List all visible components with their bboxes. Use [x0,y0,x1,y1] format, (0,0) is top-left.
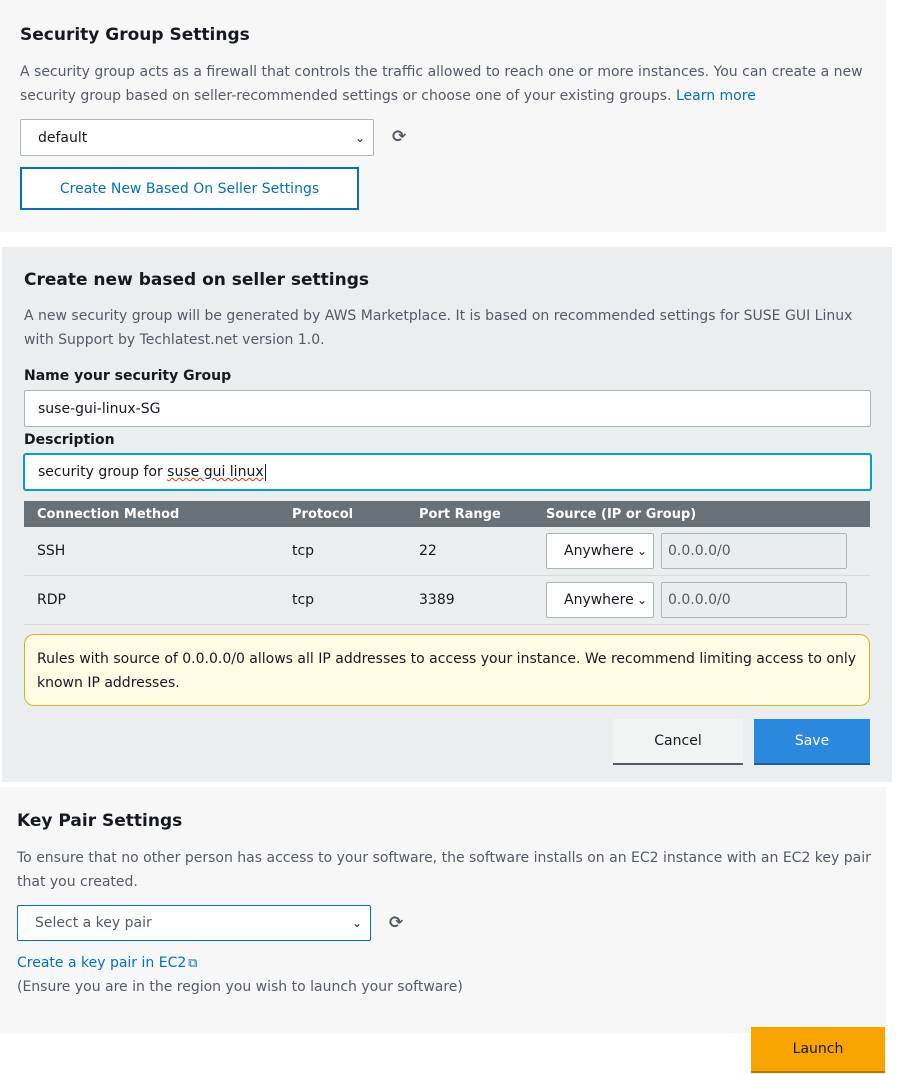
source-select[interactable]: Anywhere ⌄ [546,582,654,618]
save-button[interactable]: Save [754,719,870,765]
key-pair-title: Key Pair Settings [17,811,183,831]
rule-method: RDP [24,576,279,625]
region-note: (Ensure you are in the region you wish to launch your software) [17,979,463,995]
open-access-warning: Rules with source of 0.0.0.0/0 allows all IP addresses to access your instance. We recommend limiting access to only known IP addresses. [24,634,870,706]
col-port-range: Port Range [406,501,533,527]
description-label: Description [24,432,115,448]
cancel-button[interactable]: Cancel [613,719,743,765]
chevron-down-icon: ⌄ [636,593,647,607]
source-select[interactable]: Anywhere ⌄ [546,533,654,569]
table-row [24,576,870,625]
chevron-down-icon: ⌄ [351,916,362,930]
learn-more-link[interactable]: Learn more [675,88,756,104]
security-group-title: Security Group Settings [20,25,250,45]
create-key-pair-link[interactable]: Create a key pair in EC2 ⧉ [17,955,198,971]
key-pair-select[interactable]: Select a key pair ⌄ [17,905,371,941]
cidr-field: 0.0.0.0/0 [661,533,847,569]
create-new-based-on-seller-button[interactable]: Create New Based On Seller Settings [20,167,359,210]
rule-protocol: tcp [279,576,406,625]
rule-protocol: tcp [279,527,406,576]
rule-port: 3389 [406,576,533,625]
refresh-icon[interactable]: ⟳ [389,913,404,933]
create-new-description: A new security group will be generated by AWS Marketplace. It is based on recommended settings for SUSE GUI Linux with Support by Techlatest.net version 1.0. [24,308,853,348]
col-protocol: Protocol [279,501,406,527]
security-group-select[interactable]: default ⌄ [20,119,374,156]
col-connection-method: Connection Method [24,501,279,527]
security-group-description-input[interactable]: security group for suse gui linux [24,454,871,490]
security-group-name-input[interactable]: suse-gui-linux-SG [24,390,871,427]
rule-port: 22 [406,527,533,576]
key-pair-description: To ensure that no other person has access to your software, the software installs on an EC2 instance with an EC2 key pair that you created. [17,850,871,890]
col-source: Source (IP or Group) [533,501,870,527]
security-group-panel [0,0,886,232]
table-row [24,527,870,576]
security-group-description: A security group acts as a firewall that controls the traffic allowed to reach one or more instances. You can create a new security group based on seller-recommended settings or choose one of your existing groups. Learn more [20,64,863,104]
refresh-icon[interactable]: ⟳ [392,127,407,147]
chevron-down-icon: ⌄ [636,544,647,558]
cidr-field: 0.0.0.0/0 [661,582,847,618]
rules-table [24,501,870,625]
table-header [24,501,870,527]
launch-button[interactable]: Launch [751,1027,885,1073]
external-link-icon: ⧉ [188,956,198,971]
key-pair-panel [0,787,886,1033]
name-label: Name your security Group [24,368,232,384]
rule-method: SSH [24,527,279,576]
create-new-panel [2,247,892,782]
chevron-down-icon: ⌄ [354,130,365,145]
create-new-title: Create new based on seller settings [24,270,370,290]
